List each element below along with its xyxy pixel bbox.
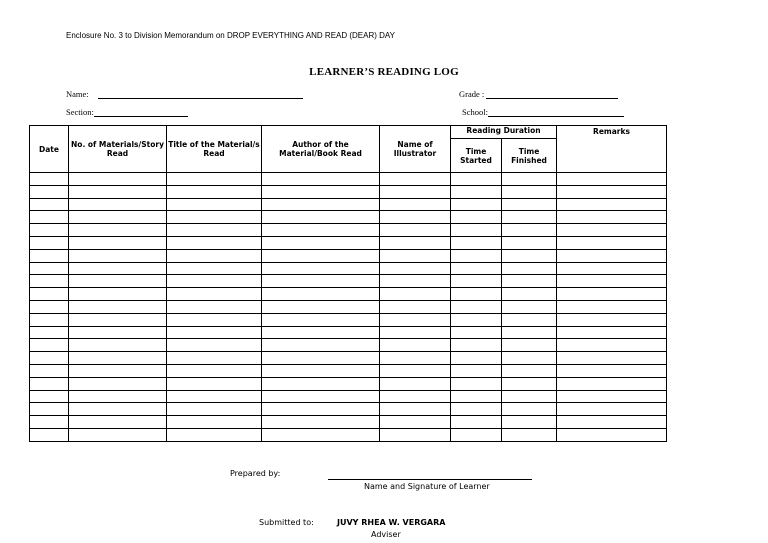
cell-materials-no[interactable]: [69, 364, 167, 377]
cell-time-finished[interactable]: [502, 390, 557, 403]
name-label: Name:: [66, 89, 89, 99]
name-line[interactable]: [98, 90, 303, 99]
prepared-by-label: Prepared by:: [230, 469, 281, 478]
cell-illustrator[interactable]: [380, 185, 451, 198]
cell-remarks[interactable]: [557, 313, 667, 326]
cell-date[interactable]: [30, 262, 69, 275]
cell-author[interactable]: [262, 416, 380, 429]
cell-remarks[interactable]: [557, 352, 667, 365]
cell-title[interactable]: [167, 403, 262, 416]
cell-remarks[interactable]: [557, 377, 667, 390]
submitted-to-label: Submitted to:: [259, 518, 314, 527]
cell-materials-no[interactable]: [69, 428, 167, 441]
cell-date[interactable]: [30, 185, 69, 198]
cell-illustrator[interactable]: [380, 300, 451, 313]
cell-illustrator[interactable]: [380, 403, 451, 416]
cell-materials-no[interactable]: [69, 377, 167, 390]
table-row: [30, 313, 667, 326]
table-row: [30, 185, 667, 198]
cell-time-finished[interactable]: [502, 249, 557, 262]
cell-title[interactable]: [167, 236, 262, 249]
cell-illustrator[interactable]: [380, 428, 451, 441]
cell-time-finished[interactable]: [502, 352, 557, 365]
cell-author[interactable]: [262, 224, 380, 237]
cell-title[interactable]: [167, 352, 262, 365]
cell-author[interactable]: [262, 339, 380, 352]
cell-illustrator[interactable]: [380, 339, 451, 352]
cell-illustrator[interactable]: [380, 364, 451, 377]
cell-illustrator[interactable]: [380, 416, 451, 429]
table-row: [30, 326, 667, 339]
cell-time-finished[interactable]: [502, 313, 557, 326]
cell-title[interactable]: [167, 416, 262, 429]
cell-time-started[interactable]: [451, 224, 502, 237]
cell-remarks[interactable]: [557, 390, 667, 403]
table-row: [30, 236, 667, 249]
col-header-date: Date: [30, 126, 69, 173]
cell-date[interactable]: [30, 300, 69, 313]
school-field[interactable]: [462, 107, 624, 117]
cell-title[interactable]: [167, 224, 262, 237]
page-title: LEARNER’S READING LOG: [309, 66, 459, 78]
cell-title[interactable]: [167, 275, 262, 288]
cell-remarks[interactable]: [557, 198, 667, 211]
cell-illustrator[interactable]: [380, 262, 451, 275]
cell-time-finished[interactable]: [502, 185, 557, 198]
table-row: [30, 211, 667, 224]
grade-line[interactable]: [486, 90, 618, 99]
cell-remarks[interactable]: [557, 224, 667, 237]
cell-date[interactable]: [30, 313, 69, 326]
cell-time-started[interactable]: [451, 275, 502, 288]
cell-title[interactable]: [167, 364, 262, 377]
cell-time-started[interactable]: [451, 364, 502, 377]
cell-time-finished[interactable]: [502, 211, 557, 224]
cell-date[interactable]: [30, 275, 69, 288]
col-header-time-started: Time Started: [451, 139, 502, 173]
cell-remarks[interactable]: [557, 416, 667, 429]
cell-remarks[interactable]: [557, 326, 667, 339]
cell-time-finished[interactable]: [502, 198, 557, 211]
cell-date[interactable]: [30, 377, 69, 390]
cell-date[interactable]: [30, 211, 69, 224]
cell-time-finished[interactable]: [502, 428, 557, 441]
cell-date[interactable]: [30, 352, 69, 365]
cell-materials-no[interactable]: [69, 339, 167, 352]
table-row: [30, 262, 667, 275]
cell-materials-no[interactable]: [69, 352, 167, 365]
cell-time-finished[interactable]: [502, 403, 557, 416]
name-field[interactable]: [66, 89, 303, 99]
school-line[interactable]: [488, 108, 624, 117]
cell-remarks[interactable]: [557, 211, 667, 224]
cell-time-started[interactable]: [451, 185, 502, 198]
table-row: [30, 364, 667, 377]
cell-illustrator[interactable]: [380, 313, 451, 326]
table-row: [30, 224, 667, 237]
table-row: [30, 416, 667, 429]
cell-materials-no[interactable]: [69, 224, 167, 237]
cell-time-started[interactable]: [451, 339, 502, 352]
cell-author[interactable]: [262, 428, 380, 441]
cell-illustrator[interactable]: [380, 236, 451, 249]
cell-materials-no[interactable]: [69, 288, 167, 301]
cell-illustrator[interactable]: [380, 377, 451, 390]
cell-author[interactable]: [262, 364, 380, 377]
cell-remarks[interactable]: [557, 364, 667, 377]
cell-illustrator[interactable]: [380, 211, 451, 224]
col-header-materials-no: No. of Materials/Story Read: [69, 126, 167, 173]
table-row: [30, 249, 667, 262]
cell-materials-no[interactable]: [69, 211, 167, 224]
cell-author[interactable]: [262, 313, 380, 326]
cell-title[interactable]: [167, 211, 262, 224]
cell-author[interactable]: [262, 249, 380, 262]
cell-time-finished[interactable]: [502, 236, 557, 249]
grade-label: Grade :: [459, 89, 485, 99]
cell-materials-no[interactable]: [69, 198, 167, 211]
cell-author[interactable]: [262, 288, 380, 301]
cell-materials-no[interactable]: [69, 326, 167, 339]
cell-time-started[interactable]: [451, 428, 502, 441]
cell-title[interactable]: [167, 249, 262, 262]
cell-time-started[interactable]: [451, 236, 502, 249]
cell-date[interactable]: [30, 416, 69, 429]
cell-author[interactable]: [262, 275, 380, 288]
signature-line[interactable]: [328, 479, 532, 480]
cell-time-finished[interactable]: [502, 262, 557, 275]
cell-illustrator[interactable]: [380, 249, 451, 262]
grade-field[interactable]: [459, 89, 618, 99]
signature-caption: Name and Signature of Learner: [364, 482, 490, 491]
cell-title[interactable]: [167, 428, 262, 441]
cell-author[interactable]: [262, 403, 380, 416]
cell-time-started[interactable]: [451, 326, 502, 339]
col-header-illustrator: Name of Illustrator: [380, 126, 451, 173]
cell-time-started[interactable]: [451, 300, 502, 313]
adviser-name: JUVY RHEA W. VERGARA: [337, 518, 446, 527]
cell-remarks[interactable]: [557, 403, 667, 416]
cell-time-started[interactable]: [451, 352, 502, 365]
cell-date[interactable]: [30, 288, 69, 301]
cell-title[interactable]: [167, 262, 262, 275]
cell-author[interactable]: [262, 236, 380, 249]
cell-date[interactable]: [30, 403, 69, 416]
cell-author[interactable]: [262, 185, 380, 198]
cell-author[interactable]: [262, 352, 380, 365]
cell-time-started[interactable]: [451, 288, 502, 301]
cell-materials-no[interactable]: [69, 403, 167, 416]
cell-author[interactable]: [262, 377, 380, 390]
cell-illustrator[interactable]: [380, 390, 451, 403]
table-row: [30, 390, 667, 403]
table-row: [30, 288, 667, 301]
cell-time-started[interactable]: [451, 390, 502, 403]
cell-author[interactable]: [262, 173, 380, 186]
section-field[interactable]: [66, 107, 188, 117]
cell-materials-no[interactable]: [69, 262, 167, 275]
table-row: [30, 300, 667, 313]
cell-remarks[interactable]: [557, 249, 667, 262]
section-label: Section:: [66, 107, 94, 117]
cell-title[interactable]: [167, 339, 262, 352]
table-row: [30, 198, 667, 211]
cell-illustrator[interactable]: [380, 224, 451, 237]
cell-time-finished[interactable]: [502, 326, 557, 339]
cell-time-started[interactable]: [451, 377, 502, 390]
cell-time-finished[interactable]: [502, 275, 557, 288]
cell-title[interactable]: [167, 313, 262, 326]
col-header-title: Title of the Material/s Read: [167, 126, 262, 173]
cell-materials-no[interactable]: [69, 313, 167, 326]
cell-remarks[interactable]: [557, 428, 667, 441]
cell-time-finished[interactable]: [502, 364, 557, 377]
table-row: [30, 428, 667, 441]
cell-author[interactable]: [262, 326, 380, 339]
cell-remarks[interactable]: [557, 185, 667, 198]
cell-illustrator[interactable]: [380, 288, 451, 301]
cell-date[interactable]: [30, 236, 69, 249]
cell-title[interactable]: [167, 390, 262, 403]
cell-title[interactable]: [167, 300, 262, 313]
section-line[interactable]: [94, 108, 188, 117]
cell-time-started[interactable]: [451, 313, 502, 326]
cell-date[interactable]: [30, 326, 69, 339]
table-row: [30, 339, 667, 352]
cell-materials-no[interactable]: [69, 390, 167, 403]
cell-time-started[interactable]: [451, 198, 502, 211]
table-row: [30, 403, 667, 416]
reading-log-table: [29, 125, 667, 442]
cell-date[interactable]: [30, 198, 69, 211]
cell-time-finished[interactable]: [502, 339, 557, 352]
cell-time-started[interactable]: [451, 173, 502, 186]
cell-illustrator[interactable]: [380, 326, 451, 339]
table-row: [30, 275, 667, 288]
cell-time-finished[interactable]: [502, 377, 557, 390]
school-label: School:: [462, 107, 488, 117]
cell-materials-no[interactable]: [69, 173, 167, 186]
cell-remarks[interactable]: [557, 300, 667, 313]
cell-time-started[interactable]: [451, 416, 502, 429]
cell-remarks[interactable]: [557, 236, 667, 249]
cell-illustrator[interactable]: [380, 352, 451, 365]
cell-title[interactable]: [167, 173, 262, 186]
cell-illustrator[interactable]: [380, 173, 451, 186]
cell-date[interactable]: [30, 249, 69, 262]
cell-date[interactable]: [30, 224, 69, 237]
cell-author[interactable]: [262, 300, 380, 313]
cell-author[interactable]: [262, 390, 380, 403]
cell-time-finished[interactable]: [502, 224, 557, 237]
cell-date[interactable]: [30, 364, 69, 377]
cell-remarks[interactable]: [557, 173, 667, 186]
cell-materials-no[interactable]: [69, 300, 167, 313]
cell-remarks[interactable]: [557, 262, 667, 275]
cell-date[interactable]: [30, 339, 69, 352]
cell-time-started[interactable]: [451, 211, 502, 224]
cell-time-finished[interactable]: [502, 288, 557, 301]
cell-materials-no[interactable]: [69, 236, 167, 249]
cell-author[interactable]: [262, 211, 380, 224]
col-header-time-finished: Time Finished: [502, 139, 557, 173]
cell-title[interactable]: [167, 185, 262, 198]
cell-remarks[interactable]: [557, 275, 667, 288]
cell-date[interactable]: [30, 173, 69, 186]
cell-author[interactable]: [262, 262, 380, 275]
cell-author[interactable]: [262, 198, 380, 211]
cell-remarks[interactable]: [557, 339, 667, 352]
cell-time-started[interactable]: [451, 249, 502, 262]
cell-materials-no[interactable]: [69, 185, 167, 198]
cell-remarks[interactable]: [557, 288, 667, 301]
cell-title[interactable]: [167, 198, 262, 211]
table-row: [30, 352, 667, 365]
table-row: [30, 377, 667, 390]
cell-time-finished[interactable]: [502, 416, 557, 429]
cell-title[interactable]: [167, 288, 262, 301]
cell-title[interactable]: [167, 377, 262, 390]
cell-materials-no[interactable]: [69, 249, 167, 262]
cell-materials-no[interactable]: [69, 416, 167, 429]
cell-date[interactable]: [30, 428, 69, 441]
cell-date[interactable]: [30, 390, 69, 403]
cell-title[interactable]: [167, 326, 262, 339]
col-header-remarks: Remarks: [557, 126, 667, 173]
cell-time-finished[interactable]: [502, 300, 557, 313]
col-header-reading-duration: Reading Duration: [451, 126, 557, 139]
cell-illustrator[interactable]: [380, 275, 451, 288]
adviser-role: Adviser: [371, 530, 401, 539]
table-row: [30, 173, 667, 186]
cell-time-finished[interactable]: [502, 173, 557, 186]
cell-time-started[interactable]: [451, 262, 502, 275]
cell-illustrator[interactable]: [380, 198, 451, 211]
enclosure-note: Enclosure No. 3 to Division Memorandum on DROP EVERYTHING AND READ (DEAR) DAY: [66, 31, 395, 40]
col-header-author: Author of the Material/Book Read: [262, 126, 380, 173]
log-body: [30, 173, 667, 442]
cell-materials-no[interactable]: [69, 275, 167, 288]
cell-time-started[interactable]: [451, 403, 502, 416]
